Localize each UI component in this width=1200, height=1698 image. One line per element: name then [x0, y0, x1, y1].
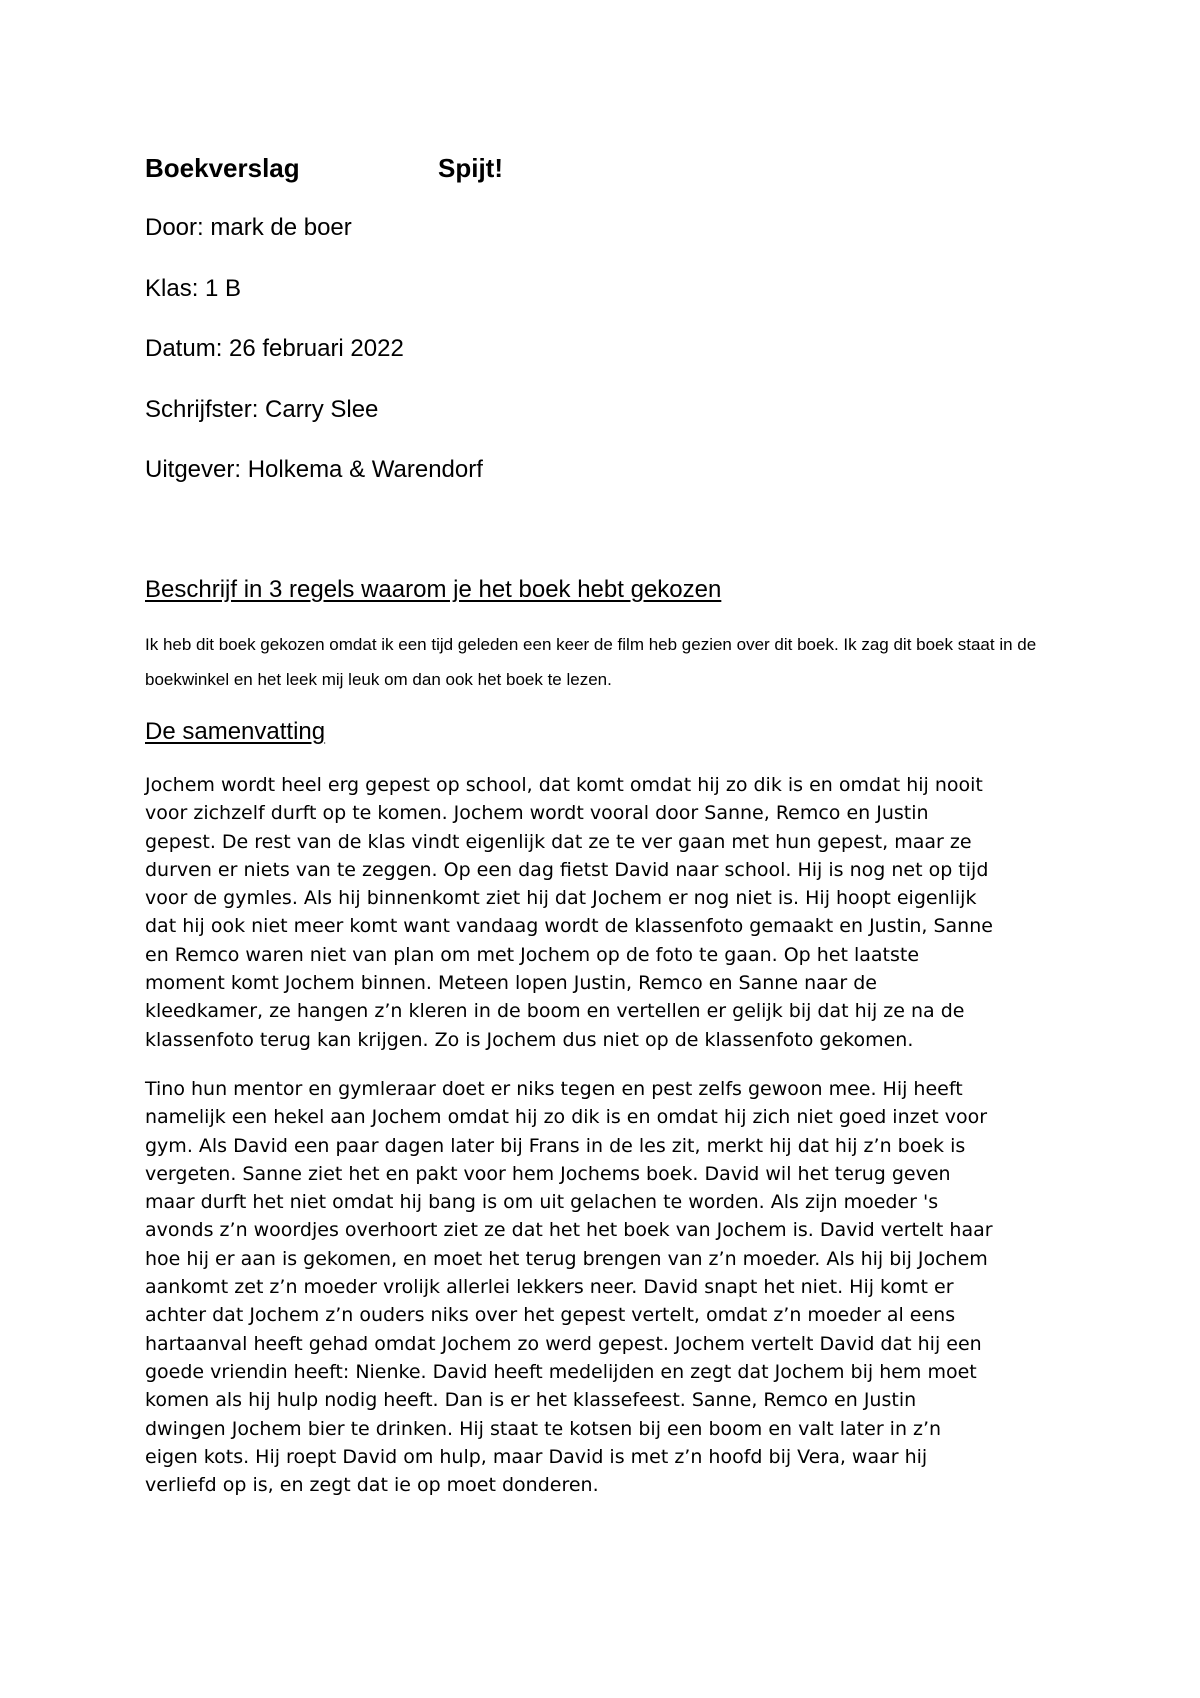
class-line: Klas: 1 B — [145, 275, 242, 302]
reason-heading: Beschrijf in 3 regels waarom je het boek hebt gekozen — [145, 576, 722, 603]
summary-paragraph-1: Jochem wordt heel erg gepest op school, dat komt omdat hij zo dik is en omdat hij nooit voor zichzelf durft op te komen. Jochem wordt vooral door Sanne, Remco en Justin gepest. De rest van de klas vindt eigenlijk dat ze te ver gaan met hun gepest, maar ze durven er niets van te zeggen. Op een dag fietst David naar school. Hij is nog net op tijd voor de gymles. Als hij binnenkomt ziet hij dat Jochem er nog niet is. Hij hoopt eigenlijk dat hij ook niet meer komt want vandaag wordt de klassenfoto gemaakt en Justin, Sanne en Remco waren niet van plan om met Jochem op de foto te gaan. Op het laatste moment komt Jochem binnen. Meteen lopen Justin, Remco en Sanne naar de kleedkamer, ze hangen z’n kleren in de boom en vertellen er gelijk bij dat hij ze na de klassenfoto terug kan krijgen. Zo is Jochem dus niet op de klassenfoto gekomen. — [145, 774, 993, 1051]
title-row — [145, 150, 845, 190]
writer-line: Schrijfster: Carry Slee — [145, 396, 379, 423]
date-line: Datum: 26 februari 2022 — [145, 335, 404, 362]
report-title: Boekverslag — [145, 153, 300, 183]
book-title: Spijt! — [438, 153, 503, 183]
reason-paragraph: Ik heb dit boek gekozen omdat ik een tijd geleden een keer de film heb gezien over dit boek. Ik zag dit boek staat in de boekwinkel en het leek mij leuk om dan ook het boek te lezen. — [145, 635, 1037, 689]
author-line: Door: mark de boer — [145, 214, 352, 241]
summary-heading: De samenvatting — [145, 718, 326, 745]
summary-paragraph-2: Tino hun mentor en gymleraar doet er niks tegen en pest zelfs gewoon mee. Hij heeft namelijk een hekel aan Jochem omdat hij zo dik is en omdat hij zich niet goed inzet voor gym. Als David een paar dagen later bij Frans in de les zit, merkt hij dat hij z’n boek is vergeten. Sanne ziet het en pakt voor hem Jochems boek. David wil het terug geven maar durft het niet omdat hij bang is om uit gelachen te worden. Als zijn moeder 's avonds z’n woordjes overhoort ziet ze dat het het boek van Jochem is. David vertelt haar hoe hij er aan is gekomen, en moet het terug brengen van z’n moeder. Als hij bij Jochem aankomt zet z’n moeder vrolijk allerlei lekkers neer. David snapt het niet. Hij komt er achter dat Jochem z’n ouders niks over het gepest vertelt, omdat z’n moeder al eens hartaanval heeft gehad omdat Jochem zo werd gepest. Jochem vertelt David dat hij een goede vriendin heeft: Nienke. David heeft medelijden en zegt dat Jochem bij hem moet komen als hij hulp nodig heeft. Dan is er het klassefeest. Sanne, Remco en Justin dwingen Jochem bier te drinken. Hij staat te kotsen bij een boom en valt later in z’n eigen kots. Hij roept David om hulp, maar David is met z’n hoofd bij Vera, waar hij verliefd op is, en zegt dat ie op moet donderen. — [145, 1078, 993, 1497]
publisher-line: Uitgever: Holkema & Warendorf — [145, 456, 483, 483]
